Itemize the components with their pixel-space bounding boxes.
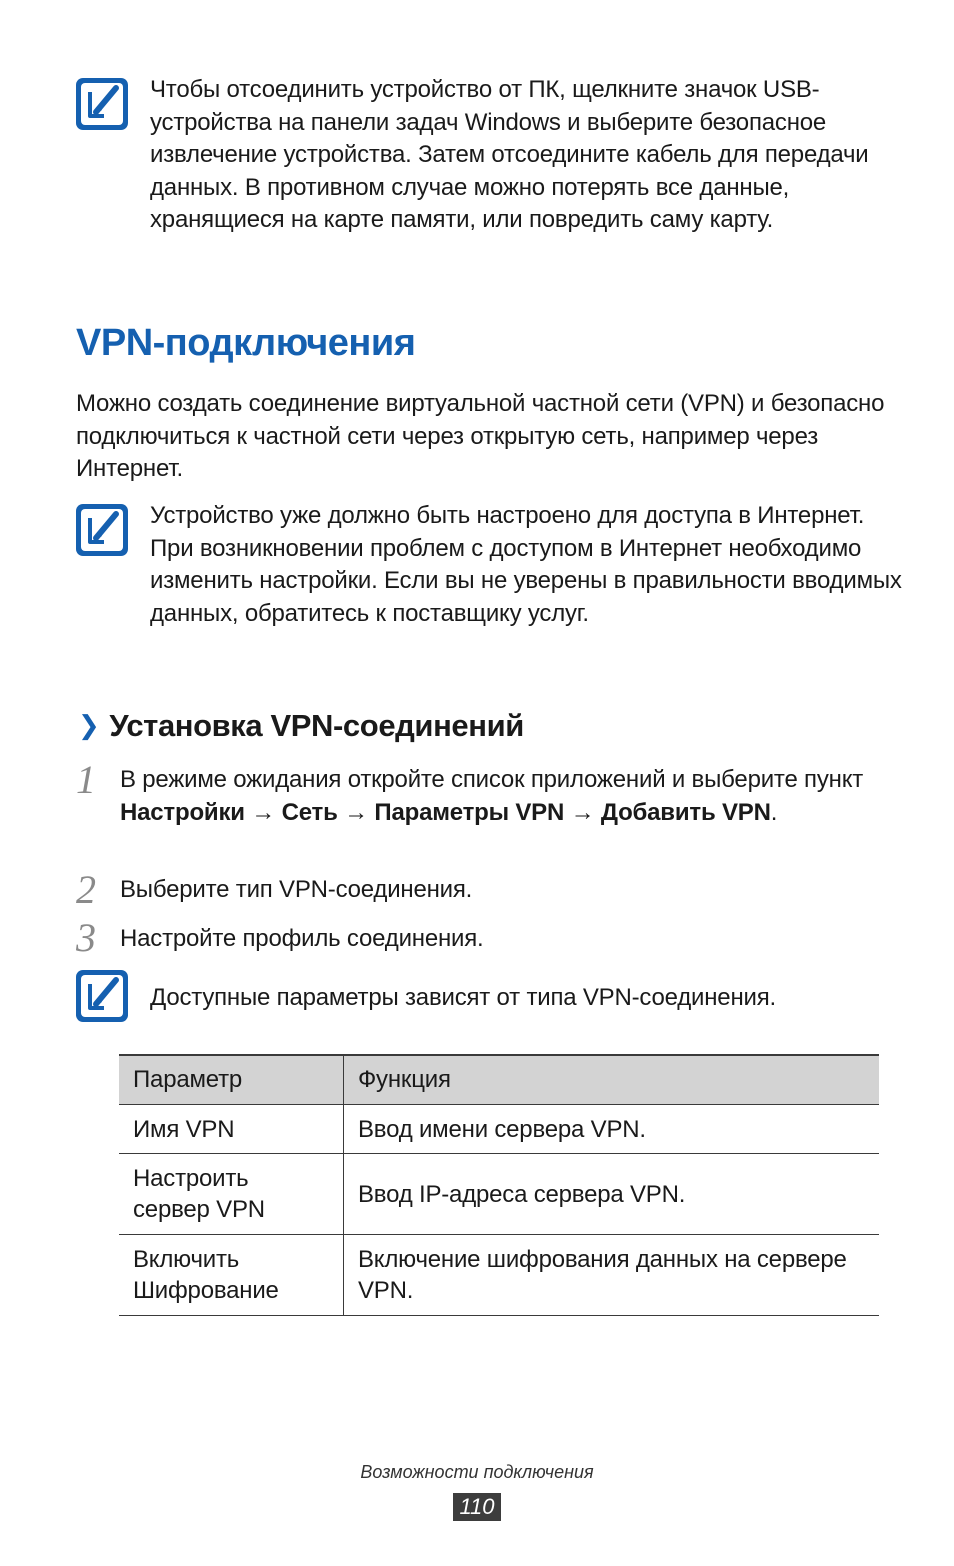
subsection-title: [78, 708, 524, 744]
step-text: Выберите тип VPN-соединения.: [120, 876, 473, 903]
table-cell: Настроить сервер VPN: [119, 1154, 344, 1235]
note-text: Чтобы отсоединить устройство от ПК, щелкните значок USB-устройства на панели задач Windows и выберите безопасное извлечение устройства. Затем отсоедините кабель для передачи данных. В противном случае можно потерять все данные, хранящиеся на карте памяти, или повредить саму карту.: [150, 76, 869, 233]
table-row: [119, 1154, 879, 1235]
table-cell: Ввод имени сервера VPN.: [344, 1105, 880, 1154]
subsection-title-text: Установка VPN-соединений: [109, 708, 524, 743]
page-number: 110: [453, 1493, 501, 1521]
chevron-right-icon: ❯: [78, 710, 100, 740]
note-text: Доступные параметры зависят от типа VPN-соединения.: [150, 984, 776, 1011]
step-text: В режиме ожидания откройте список приложений и выберите пункт Настройки → Сеть → Параметры VPN → Добавить VPN.: [120, 766, 864, 826]
step-number: 2: [76, 867, 96, 912]
note-icon: [74, 76, 130, 132]
menu-path-item: Настройки: [120, 798, 245, 826]
intro-paragraph: Можно создать соединение виртуальной частной сети (VPN) и безопасно подключиться к частной сети через открытую сеть, например через Интернет.: [76, 390, 885, 482]
table-row: [119, 1105, 879, 1154]
column-header: Функция: [344, 1055, 880, 1105]
table-cell: Включение шифрования данных на сервере VPN.: [344, 1235, 880, 1316]
table-header-row: [119, 1055, 879, 1105]
column-header: Параметр: [119, 1055, 344, 1105]
table-cell: Имя VPN: [119, 1105, 344, 1154]
step-text: Настройте профиль соединения.: [120, 925, 484, 952]
table-cell: Включить Шифрование: [119, 1235, 344, 1316]
step-number: 1: [76, 757, 96, 802]
menu-path-item: Добавить VPN: [600, 798, 771, 826]
footer-chapter-title: Возможности подключения: [360, 1462, 594, 1482]
note-icon: [74, 968, 130, 1024]
menu-path-item: Параметры VPN: [374, 798, 565, 826]
menu-path-item: Сеть: [281, 798, 338, 826]
step-number: 3: [76, 915, 96, 960]
note-text: Устройство уже должно быть настроено для доступа в Интернет. При возникновении проблем с доступом в Интернет необходимо изменить настройки. Если вы не уверены в правильности вводимых данных, обратитесь к поставщику услуг.: [150, 502, 902, 627]
parameters-table: [119, 1054, 879, 1316]
table-cell: Ввод IP-адреса сервера VPN.: [344, 1154, 880, 1235]
table-row: [119, 1235, 879, 1316]
section-title: VPN-подключения: [76, 322, 416, 364]
note-icon: [74, 502, 130, 558]
